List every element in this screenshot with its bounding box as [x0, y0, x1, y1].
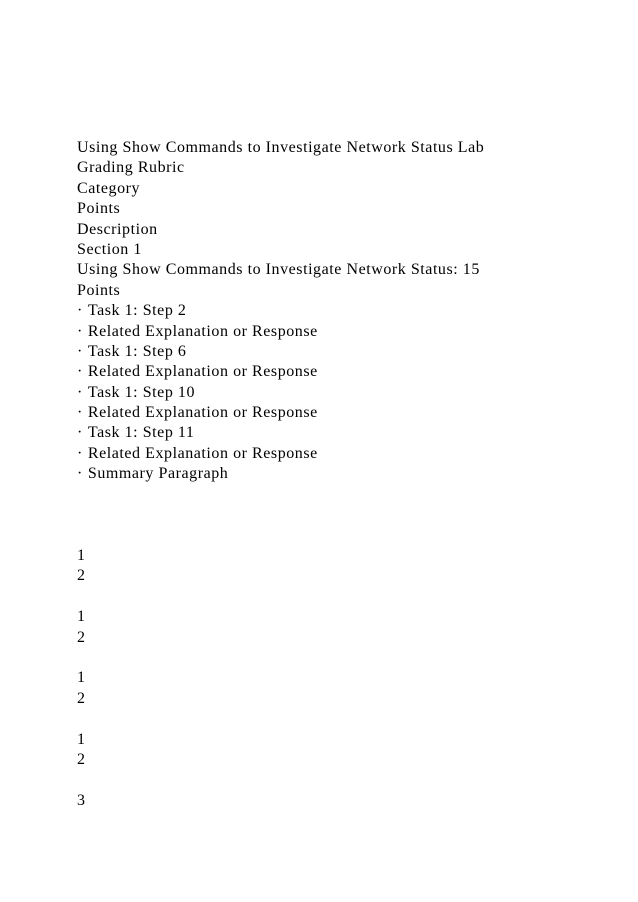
- section-title: Using Show Commands to Investigate Network Status: 15: [77, 261, 480, 279]
- bullet-icon: ·: [77, 342, 83, 360]
- rubric-item: [77, 342, 617, 362]
- rubric-item: [77, 464, 617, 484]
- rubric-item: [77, 362, 617, 382]
- rubric-item: [77, 423, 617, 443]
- rubric-item-label: Task 1: Step 11: [87, 424, 195, 442]
- rubric-item-label: Related Explanation or Response: [87, 322, 318, 340]
- point-value: 1: [77, 547, 85, 564]
- rubric-item-label: Summary Paragraph: [87, 465, 229, 483]
- header-category: Category: [77, 179, 141, 197]
- rubric-item-label: Related Explanation or Response: [87, 363, 318, 381]
- header-points: Points: [77, 200, 121, 218]
- bullet-icon: ·: [77, 322, 83, 340]
- bullet-icon: ·: [77, 302, 83, 320]
- document-title: Using Show Commands to Investigate Network Status Lab: [77, 139, 485, 156]
- rubric-item: [77, 444, 617, 464]
- document-subtitle: Grading Rubric: [77, 159, 185, 177]
- points-group: [77, 607, 177, 648]
- points-group: [77, 730, 177, 771]
- rubric-item-label: Task 1: Step 6: [87, 342, 187, 360]
- bullet-icon: ·: [77, 363, 83, 381]
- rubric-item-label: Task 1: Step 10: [87, 383, 196, 401]
- rubric-item: [77, 403, 617, 423]
- point-value: 1: [77, 608, 85, 626]
- bullet-icon: ·: [77, 404, 83, 422]
- bullet-icon: ·: [77, 383, 83, 401]
- point-value: 2: [77, 628, 85, 646]
- bullet-icon: ·: [77, 465, 83, 483]
- rubric-text-block: [77, 138, 617, 485]
- points-group: [77, 668, 177, 709]
- points-group: [77, 546, 177, 587]
- rubric-item-label: Related Explanation or Response: [87, 444, 318, 462]
- rubric-item-label: Related Explanation or Response: [87, 404, 318, 422]
- bullet-icon: ·: [77, 444, 83, 462]
- point-value: 1: [77, 669, 85, 687]
- point-value: 2: [77, 750, 85, 768]
- section-label: Section 1: [77, 240, 142, 258]
- rubric-item: [77, 301, 617, 321]
- section-title-continued: Points: [77, 281, 121, 299]
- points-group: [77, 791, 177, 811]
- rubric-item: [77, 322, 617, 342]
- point-value: 1: [77, 730, 85, 748]
- point-value: 2: [77, 689, 85, 707]
- rubric-item-label: Task 1: Step 2: [87, 302, 187, 320]
- point-value: 3: [77, 791, 85, 809]
- points-column: [77, 546, 177, 831]
- rubric-item: [77, 383, 617, 403]
- bullet-icon: ·: [77, 424, 83, 442]
- point-value: 2: [77, 567, 85, 585]
- header-description: Description: [77, 220, 158, 238]
